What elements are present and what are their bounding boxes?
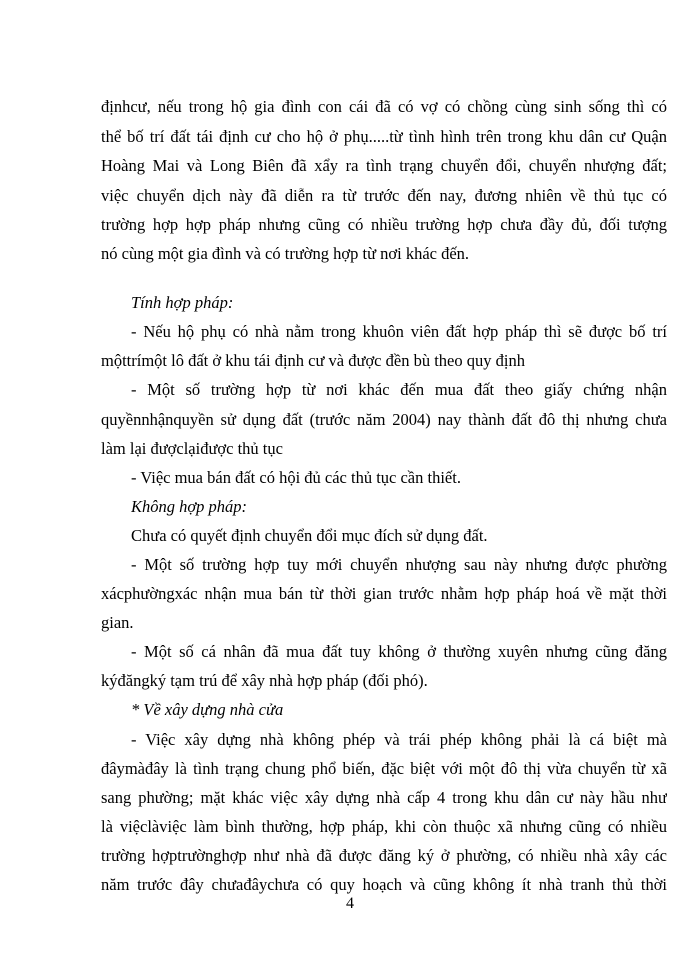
body-line: gian. [101,613,134,632]
section-heading: Không hợp pháp: [131,497,248,516]
section-heading: * Về xây dựng nhà cửa [131,700,284,719]
body-line: kýđăngký tạm trú để xây nhà hợp pháp (đối phó). [101,671,428,690]
body-line: - Việc xây dựng nhà không phép và trái phép không phải là cá biệt mà [131,730,667,749]
body-line: địnhcư, nếu trong hộ gia đình con cái đã có vợ có chồng cùng sinh sống thì có [101,97,667,116]
body-line: - Việc mua bán đất có hội đủ các thủ tục cần thiết. [131,468,461,487]
body-line: Chưa có quyết định chuyển đổi mục đích sử dụng đất. [131,526,488,545]
body-line: là việclàviệc làm bình thường, hợp pháp, khi còn thuộc xã nhưng cũng có nhiều [101,817,667,836]
body-line: - Một số cá nhân đã mua đất tuy không ở thường xuyên nhưng cũng đăng [131,642,667,661]
body-line: xácphườngxác nhận mua bán từ thời gian trước nhằm hợp pháp hoá về mặt thời [101,584,667,603]
body-line: năm trước đây chưađâychưa có quy hoạch và cũng không ít nhà tranh thủ thời [101,875,667,894]
section-heading: Tính hợp pháp: [131,293,234,312]
body-line: mộttrímột lô đất ở khu tái định cư và được đền bù theo quy định [101,351,525,370]
body-line: trường hợp hợp pháp nhưng cũng có nhiều trường hợp chưa đầy đủ, đối tượng [101,215,667,234]
body-line: trường hợptrườnghợp như nhà đã được đăng ký ở phường, có nhiều nhà xây các [101,846,667,865]
body-line: - Một số trường hợp từ nơi khác đến mua đất theo giấy chứng nhận [131,380,667,399]
page-number: 4 [346,895,354,912]
body-line: nó cùng một gia đình và có trường hợp từ nơi khác đến. [101,244,470,263]
body-line: - Một số trường hợp tuy mới chuyển nhượng sau này nhưng được phường [131,555,667,574]
body-line: quyềnnhậnquyền sử dụng đất (trước năm 2004) nay thành đất đô thị nhưng chưa [101,410,667,429]
body-line: làm lại đượclạiđược thủ tục [101,439,283,458]
body-line: - Nếu hộ phụ có nhà nằm trong khuôn viên đất hợp pháp thì sẽ được bố trí [131,322,667,341]
body-line: thể bố trí đất tái định cư cho hộ ở phụ.....từ tình hình trên trong khu dân cư Quận [101,127,667,146]
body-line: Hoàng Mai và Long Biên đã xẩy ra tình trạng chuyển đổi, chuyển nhượng đất; [101,156,667,175]
body-line: sang phường; mặt khác việc xây dựng nhà cấp 4 trong khu dân cư này hầu như [101,788,667,807]
body-line: đâymàđây là tình trạng chung phổ biến, đặc biệt với một đô thị vừa chuyển từ xã [101,759,667,778]
body-line: việc chuyển dịch này đã diễn ra từ trước đến nay, đương nhiên về thủ tục có [101,186,667,205]
